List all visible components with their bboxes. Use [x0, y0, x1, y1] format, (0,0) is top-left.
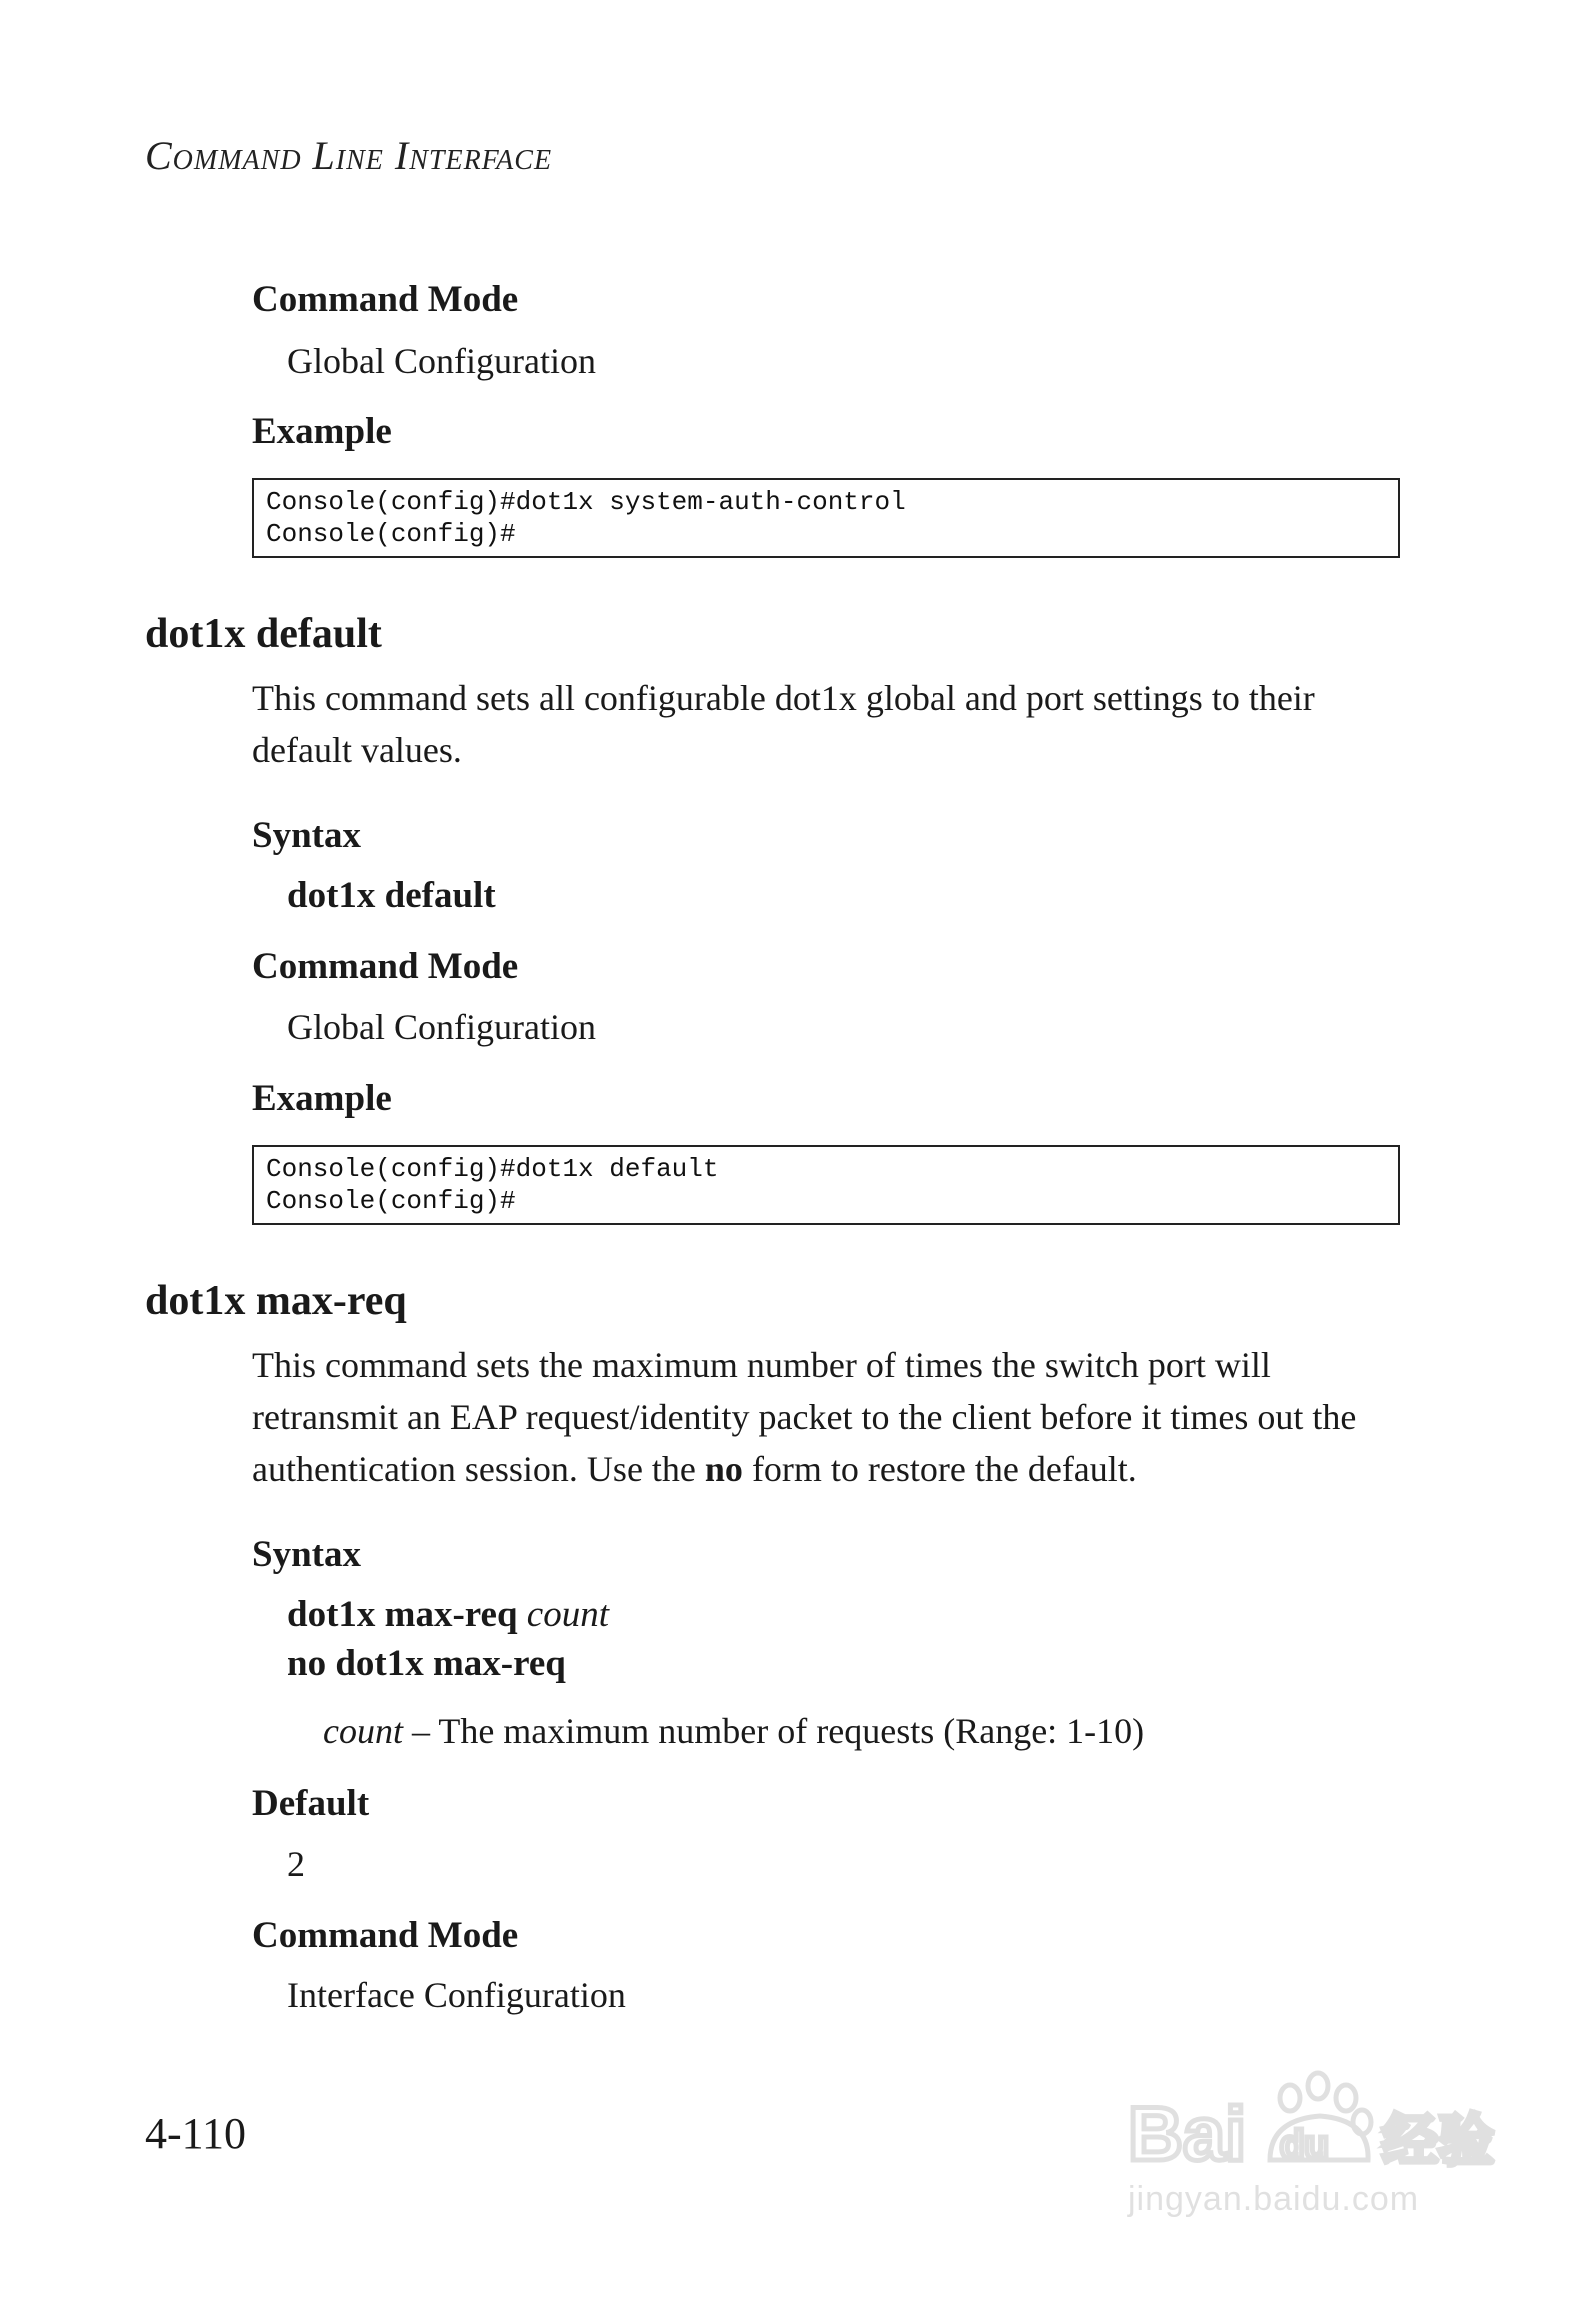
command-mode-label: Command Mode — [252, 279, 519, 320]
code-line: Console(config)# — [266, 1186, 516, 1216]
watermark-url: jingyan.baidu.com — [1128, 2180, 1420, 2218]
code-line: Console(config)# — [266, 519, 516, 549]
syntax-command — [287, 1593, 609, 1636]
syntax-no-command: no dot1x max-req — [287, 1643, 566, 1684]
command-mode-label: Command Mode — [252, 1915, 519, 1956]
syntax-label: Syntax — [252, 1534, 361, 1575]
section-heading-dot1x-max-req: dot1x max-req — [145, 1278, 407, 1324]
parameter-name: count — [323, 1711, 403, 1751]
parameter-description — [323, 1710, 1144, 1752]
page-number: 4-110 — [145, 2109, 247, 2158]
default-value: 2 — [287, 1844, 305, 1884]
command-mode-value: Interface Configuration — [287, 1975, 626, 2015]
watermark-brand-text: Bai — [1128, 2092, 1247, 2177]
watermark-du-text: du — [1280, 2123, 1329, 2167]
description-text: This command sets the maximum number of times the switch port will retransmit an EAP request/identity packet to the client before it times out the authentication session. Use the — [252, 1345, 1357, 1489]
parameter-text: – The maximum number of requests (Range: 1-10) — [402, 1711, 1145, 1751]
section-description: This command sets all configurable dot1x global and port settings to their default values. — [252, 678, 1315, 770]
example-code-box — [252, 1145, 1400, 1225]
watermark-cn-text: 经验 — [1382, 2109, 1494, 2174]
baidu-paw-logo-icon — [1120, 2060, 1500, 2180]
section-description — [252, 1339, 1402, 1495]
syntax-command: dot1x default — [287, 875, 496, 916]
running-head: Command Line Interface — [145, 133, 553, 178]
code-line: Console(config)#dot1x default — [266, 1154, 719, 1184]
syntax-label: Syntax — [252, 815, 361, 856]
command-mode-label: Command Mode — [252, 946, 519, 987]
code-line: Console(config)#dot1x system-auth-control — [266, 487, 906, 517]
command-mode-value: Global Configuration — [287, 1007, 596, 1047]
command-mode-value: Global Configuration — [287, 341, 596, 381]
description-text: form to restore the default. — [742, 1449, 1137, 1489]
description-keyword: no — [704, 1449, 743, 1489]
section-heading-dot1x-default: dot1x default — [145, 611, 382, 657]
syntax-command-text: dot1x max-req — [287, 1594, 518, 1635]
syntax-parameter: count — [526, 1594, 609, 1635]
default-label: Default — [252, 1783, 370, 1824]
baidu-watermark — [1120, 2060, 1500, 2250]
example-label: Example — [252, 411, 392, 452]
example-code-box — [252, 478, 1400, 558]
example-label: Example — [252, 1078, 392, 1119]
